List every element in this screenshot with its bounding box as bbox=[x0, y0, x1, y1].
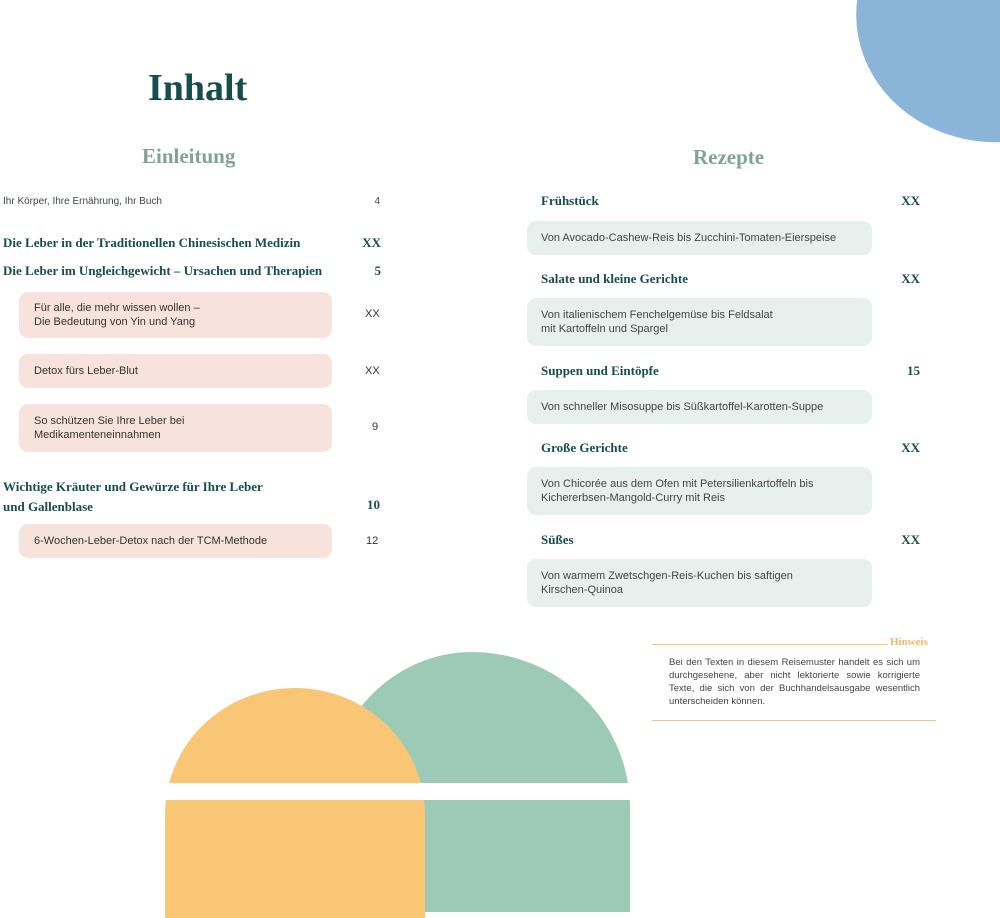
recipe-description bbox=[527, 390, 872, 424]
toc-entry-label: Die Leber in der Traditionellen Chinesischen Medizin bbox=[3, 235, 301, 250]
recipe-category-page: XX bbox=[901, 532, 920, 547]
recipe-category-salads[interactable] bbox=[541, 271, 920, 287]
toc-entry-label: Ihr Körper, Ihre Ernährung, Ihr Buch bbox=[3, 196, 162, 207]
toc-entry-label-line2: und Gallenblase bbox=[3, 499, 93, 514]
hint-label: Hinweis bbox=[890, 636, 928, 648]
toc-subentry-yin-yang[interactable] bbox=[19, 292, 332, 338]
toc-entry-page: XX bbox=[362, 235, 381, 250]
toc-entry-page: 4 bbox=[374, 196, 380, 207]
hint-text: Bei den Texten in diesem Reisemuster handelt es sich um durchgesehene, aber nicht lektorierte sowie korrigierte Texte, die sich von der Buchhandelsausgabe wesentlich unterscheiden können. bbox=[669, 657, 920, 707]
recipe-category-label: Süßes bbox=[541, 532, 574, 547]
recipe-description bbox=[527, 298, 872, 346]
recipe-category-breakfast[interactable] bbox=[541, 193, 920, 209]
toc-entry-label-line1: Wichtige Kräuter und Gewürze für Ihre Leber bbox=[3, 479, 263, 494]
toc-subentry-line2: Die Bedeutung von Yin und Yang bbox=[34, 316, 196, 328]
recipe-description bbox=[527, 221, 872, 255]
recipe-category-page: XX bbox=[901, 193, 920, 208]
recipe-category-sweets[interactable] bbox=[541, 532, 920, 548]
toc-subentry-line1: Für alle, die mehr wissen wollen – bbox=[34, 302, 200, 314]
toc-subentry-label: 6-Wochen-Leber-Detox nach der TCM-Methode bbox=[34, 535, 268, 547]
bottom-margin bbox=[0, 783, 1000, 800]
recipe-description-text: Von Avocado-Cashew-Reis bis Zucchini-Tomaten-Eierspeise bbox=[541, 232, 837, 244]
toc-subentry-detox-blood[interactable] bbox=[19, 354, 332, 388]
recipes-heading: Rezepte bbox=[693, 145, 765, 169]
recipe-description-line1: Von Chicorée aus dem Ofen mit Petersilienkartoffeln bis bbox=[541, 478, 814, 490]
toc-entry-page: 5 bbox=[374, 263, 381, 278]
blue-decor-shape bbox=[839, 0, 1000, 161]
toc-subentry-line1: So schützen Sie Ihre Leber bei bbox=[34, 415, 185, 427]
toc-subentry-label: Detox fürs Leber-Blut bbox=[34, 365, 138, 377]
toc-subentry-line2: Medikamenteneinnahmen bbox=[34, 429, 161, 441]
recipe-description-line2: Kirschen-Quinoa bbox=[541, 584, 623, 596]
recipe-description-line1: Von italienischem Fenchelgemüse bis Feldsalat bbox=[541, 309, 773, 321]
recipe-category-label: Große Gerichte bbox=[541, 440, 628, 455]
toc-entry-page: 10 bbox=[367, 497, 380, 512]
recipe-description-line2: mit Kartoffeln und Spargel bbox=[541, 323, 668, 335]
recipe-description bbox=[527, 467, 872, 515]
recipe-description-line1: Von warmem Zwetschgen-Reis-Kuchen bis saftigen bbox=[541, 570, 793, 582]
recipe-category-main[interactable] bbox=[541, 440, 920, 456]
recipe-description-line2: Kichererbsen-Mangold-Curry mit Reis bbox=[541, 492, 726, 504]
page-title: Inhalt bbox=[148, 67, 248, 109]
recipe-category-label: Salate und kleine Gerichte bbox=[541, 271, 688, 286]
toc-entry-imbalance[interactable] bbox=[3, 263, 381, 279]
toc-subentry-page: XX bbox=[365, 365, 380, 377]
recipe-category-soups[interactable] bbox=[541, 363, 920, 379]
recipe-description-text: Von schneller Misosuppe bis Süßkartoffel-Karotten-Suppe bbox=[541, 401, 824, 413]
recipe-category-label: Suppen und Eintöpfe bbox=[541, 363, 659, 378]
recipe-category-page: XX bbox=[901, 440, 920, 455]
toc-entry-intro[interactable] bbox=[3, 196, 380, 207]
recipe-category-page: 15 bbox=[907, 363, 920, 378]
intro-heading: Einleitung bbox=[142, 144, 236, 168]
toc-entry-label: Die Leber im Ungleichgewicht – Ursachen und Therapien bbox=[3, 263, 323, 278]
toc-subentry-page: XX bbox=[365, 308, 380, 320]
toc-subentry-6-weeks[interactable] bbox=[19, 524, 332, 558]
recipe-description bbox=[527, 559, 872, 607]
toc-subentry-page: 12 bbox=[366, 535, 379, 547]
hint-top-rule bbox=[652, 644, 888, 645]
toc-subentry-medication[interactable] bbox=[19, 404, 332, 452]
toc-entry-herbs[interactable] bbox=[3, 477, 263, 517]
recipe-category-label: Frühstück bbox=[541, 193, 599, 208]
toc-entry-tcm[interactable] bbox=[3, 235, 381, 251]
toc-subentry-page: 9 bbox=[372, 421, 379, 433]
hint-bottom-rule bbox=[652, 720, 936, 721]
recipe-category-page: XX bbox=[901, 271, 920, 286]
